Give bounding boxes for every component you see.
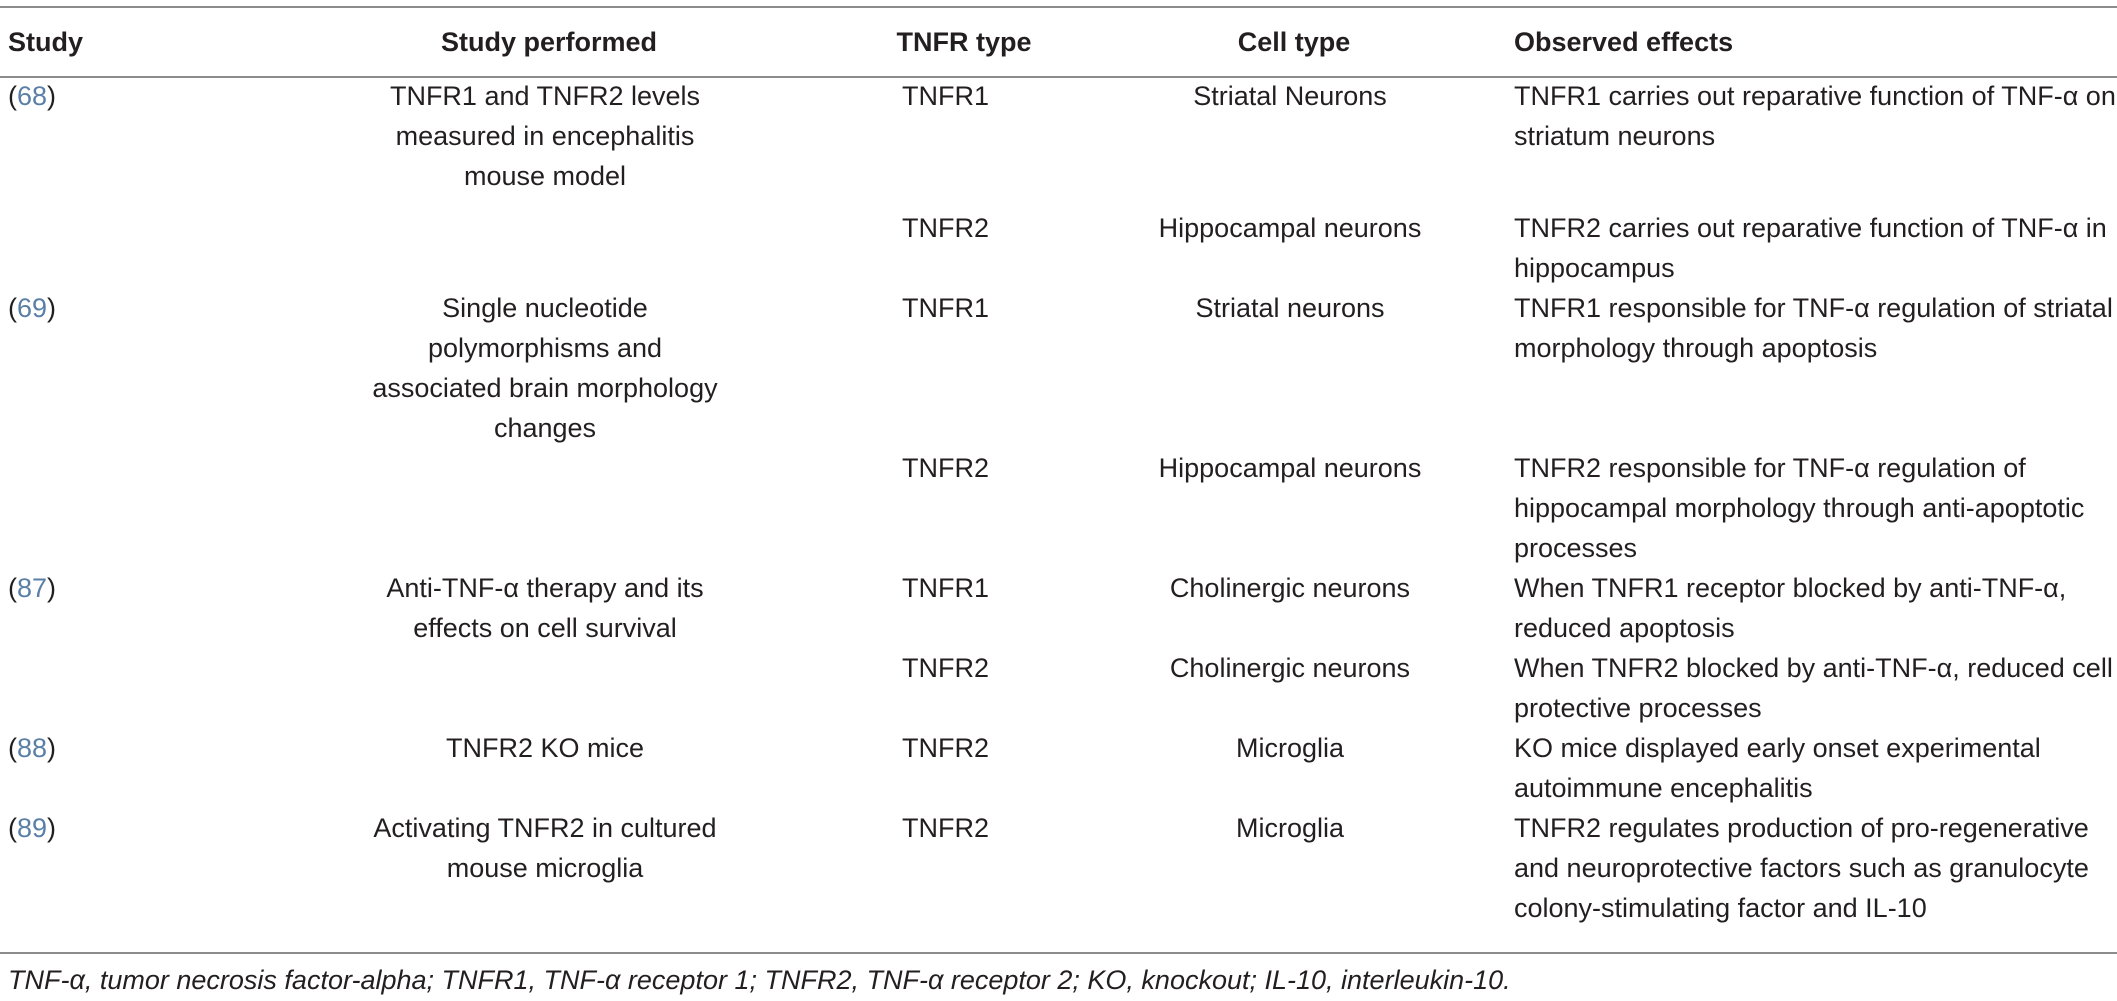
cell-study-ref: (88) xyxy=(8,733,57,763)
citation-link[interactable]: 88 xyxy=(17,733,48,763)
cell-tnfr-type: TNFR2 xyxy=(902,733,989,763)
cell-study-performed: TNFR1 and TNFR2 levels measured in encephalitis mouse model xyxy=(389,81,701,191)
cell-study-performed xyxy=(250,648,840,728)
cell-study-ref: (87) xyxy=(8,573,57,603)
header-study: Study xyxy=(8,27,84,57)
cell-study-ref: (68) xyxy=(8,81,57,111)
cell-observed-effects: TNFR1 responsible for TNF-α regulation of striatal morphology through apoptosis xyxy=(1514,293,2113,363)
header-tnfr-type: TNFR type xyxy=(896,27,1032,57)
cell-study-ref xyxy=(0,208,250,288)
cell-cell-type: Hippocampal neurons xyxy=(1158,453,1422,483)
cell-observed-effects: When TNFR1 receptor blocked by anti-TNF-α, reduced apoptosis xyxy=(1514,573,2067,643)
cell-study-ref: (69) xyxy=(8,293,57,323)
cell-cell-type: Striatal Neurons xyxy=(1193,81,1387,111)
cell-observed-effects: TNFR2 regulates production of pro-regenerative and neuroprotective factors such as granulocyte colony-stimulating factor and IL-10 xyxy=(1514,813,2089,923)
table-row xyxy=(0,568,2117,648)
citation-link[interactable]: 87 xyxy=(17,573,48,603)
cell-cell-type: Hippocampal neurons xyxy=(1158,213,1422,243)
cell-study-ref xyxy=(0,448,250,568)
cell-observed-effects: TNFR2 carries out reparative function of TNF-α in hippocampus xyxy=(1514,213,2107,283)
cell-tnfr-type: TNFR1 xyxy=(902,573,989,603)
header-observed-effects: Observed effects xyxy=(1514,27,1734,57)
table-bottom-rule xyxy=(0,952,2117,954)
cell-cell-type: Striatal neurons xyxy=(1195,293,1385,323)
cell-tnfr-type: TNFR1 xyxy=(902,293,989,323)
header-cell-type: Cell type xyxy=(1237,27,1351,57)
table-row xyxy=(0,76,2117,208)
cell-cell-type: Cholinergic neurons xyxy=(1169,653,1411,683)
cell-study-ref xyxy=(0,648,250,728)
cell-observed-effects: When TNFR2 blocked by anti-TNF-α, reduced cell protective processes xyxy=(1514,653,2113,723)
cell-observed-effects: TNFR2 responsible for TNF-α regulation of hippocampal morphology through anti-apoptotic processes xyxy=(1514,453,2085,563)
table-row xyxy=(0,728,2117,808)
header-study-performed: Study performed xyxy=(440,27,658,57)
table-header xyxy=(0,8,2117,76)
cell-study-performed: Single nucleotide polymorphisms and associated brain morphology changes xyxy=(372,293,718,443)
table-body xyxy=(0,76,2117,928)
table-row xyxy=(0,648,2117,728)
cell-study-performed: Activating TNFR2 in cultured mouse microglia xyxy=(373,813,717,883)
tnfr-studies-table xyxy=(0,8,2117,928)
cell-cell-type: Cholinergic neurons xyxy=(1169,573,1411,603)
cell-study-ref: (89) xyxy=(8,813,57,843)
cell-observed-effects: KO mice displayed early onset experimental autoimmune encephalitis xyxy=(1514,733,2041,803)
cell-study-performed: TNFR2 KO mice xyxy=(445,733,645,763)
cell-tnfr-type: TNFR2 xyxy=(902,453,989,483)
cell-observed-effects: TNFR1 carries out reparative function of TNF-α on striatum neurons xyxy=(1514,81,2116,151)
table-footnote: TNF-α, tumor necrosis factor-alpha; TNFR1, TNF-α receptor 1; TNFR2, TNF-α receptor 2; KO, knockout; IL-10, interleukin-10. xyxy=(8,965,1511,995)
citation-link[interactable]: 68 xyxy=(17,81,48,111)
cell-study-performed xyxy=(250,448,840,568)
table-row xyxy=(0,448,2117,568)
cell-tnfr-type: TNFR1 xyxy=(902,81,989,111)
table-row xyxy=(0,288,2117,448)
citation-link[interactable]: 69 xyxy=(17,293,48,323)
table-row xyxy=(0,808,2117,928)
cell-study-performed: Anti-TNF-α therapy and its effects on cell survival xyxy=(386,573,704,643)
table-row xyxy=(0,208,2117,288)
cell-cell-type: Microglia xyxy=(1235,813,1345,843)
cell-study-performed xyxy=(250,208,840,288)
cell-tnfr-type: TNFR2 xyxy=(902,813,989,843)
cell-cell-type: Microglia xyxy=(1235,733,1345,763)
citation-link[interactable]: 89 xyxy=(17,813,48,843)
cell-tnfr-type: TNFR2 xyxy=(902,653,989,683)
cell-tnfr-type: TNFR2 xyxy=(902,213,989,243)
